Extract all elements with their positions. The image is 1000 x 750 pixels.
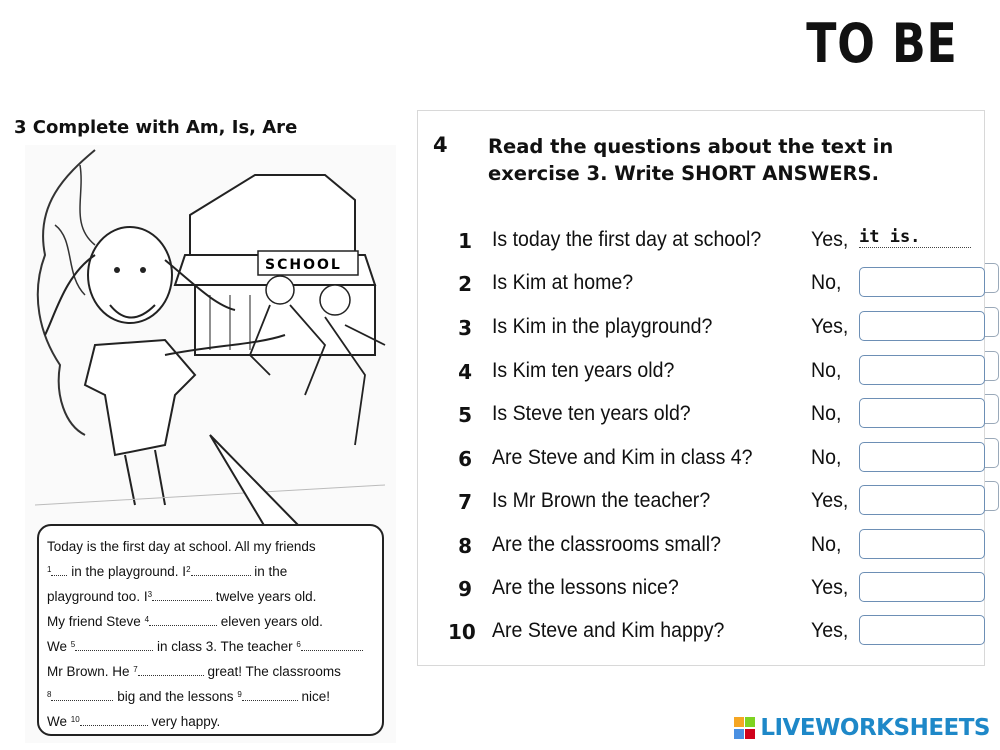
- speech-line-6: Mr Brown. He $^7$ great! The classrooms: [47, 659, 382, 684]
- input-edge: [985, 307, 999, 337]
- brand-text: LIVEWORKSHEETS: [760, 715, 990, 741]
- question-row: 6 Are Steve and Kim in class 4? No,: [418, 439, 986, 479]
- question-row: 9 Are the lessons nice? Yes,: [418, 569, 986, 609]
- exercise4-panel: [417, 110, 985, 666]
- gap-8: [51, 686, 113, 701]
- answer-input-7[interactable]: [859, 485, 985, 515]
- gap-3: [152, 586, 212, 601]
- question-row: 3 Is Kim in the playground? Yes,: [418, 308, 986, 348]
- gap-7: [138, 661, 204, 676]
- question-row: 5 Is Steve ten years old? No,: [418, 395, 986, 435]
- answer-input-6[interactable]: [859, 442, 985, 472]
- gap-9: [242, 686, 298, 701]
- answer-input-5[interactable]: [859, 398, 985, 428]
- answer-input-8[interactable]: [859, 529, 985, 559]
- logo-square: [734, 717, 744, 727]
- page-title: TO BE: [806, 12, 958, 75]
- input-edge: [985, 481, 999, 511]
- school-illustration: [25, 145, 396, 743]
- speech-line-2: $^1$ in the playground. $I^2$ in the: [47, 559, 382, 584]
- liveworksheets-brand[interactable]: [734, 714, 990, 742]
- answer-input-4[interactable]: [859, 355, 985, 385]
- answer-input-3[interactable]: [859, 311, 985, 341]
- speech-line-8: We $^{10}$ very happy.: [47, 709, 382, 734]
- answer-input-9[interactable]: [859, 572, 985, 602]
- logo-square: [734, 729, 744, 739]
- gap-10: [80, 711, 148, 726]
- speech-line-3: playground too. $I^3$ twelve years old.: [47, 584, 382, 609]
- question-row: 10 Are Steve and Kim happy? Yes,: [418, 612, 986, 652]
- question-row: 7 Is Mr Brown the teacher? Yes,: [418, 482, 986, 522]
- answer-input-2[interactable]: [859, 267, 985, 297]
- question-row: 2 Is Kim at home? No,: [418, 264, 986, 304]
- speech-bubble: [37, 524, 384, 736]
- question-row: 1 Is today the first day at school? Yes, it is.: [418, 221, 986, 261]
- input-edge: [985, 263, 999, 293]
- speech-line-5: We $^5$ in class 3. The teacher $^6$: [47, 634, 382, 659]
- logo-square: [745, 717, 755, 727]
- question-row: 4 Is Kim ten years old? No,: [418, 352, 986, 392]
- speech-line-4: My friend Steve $^4$ eleven years old.: [47, 609, 382, 634]
- exercise3-heading: 3 Complete with Am, Is, Are: [14, 117, 298, 138]
- gap-1: [51, 561, 67, 576]
- example-answer: it is.: [859, 227, 971, 248]
- input-edge: [985, 438, 999, 468]
- school-sign: SCHOOL: [265, 257, 342, 273]
- exercise4-heading: Read the questions about the text in exercise 3. Write SHORT ANSWERS.: [488, 135, 894, 185]
- answer-input-10[interactable]: [859, 615, 985, 645]
- input-edge: [985, 351, 999, 381]
- question-row: 8 Are the classrooms small? No,: [418, 526, 986, 566]
- speech-line-1: Today is the first day at school. All my friends: [47, 539, 316, 554]
- exercise4-number: 4: [433, 133, 448, 157]
- logo-square: [745, 729, 755, 739]
- gap-4: [149, 611, 217, 626]
- gap-2: [191, 561, 251, 576]
- input-edge: [985, 394, 999, 424]
- liveworksheets-logo-icon: [734, 717, 756, 739]
- speech-line-7: $^8$ big and the lessons $^9$ nice!: [47, 684, 382, 709]
- gap-5: [75, 636, 153, 651]
- gap-6: [301, 636, 363, 651]
